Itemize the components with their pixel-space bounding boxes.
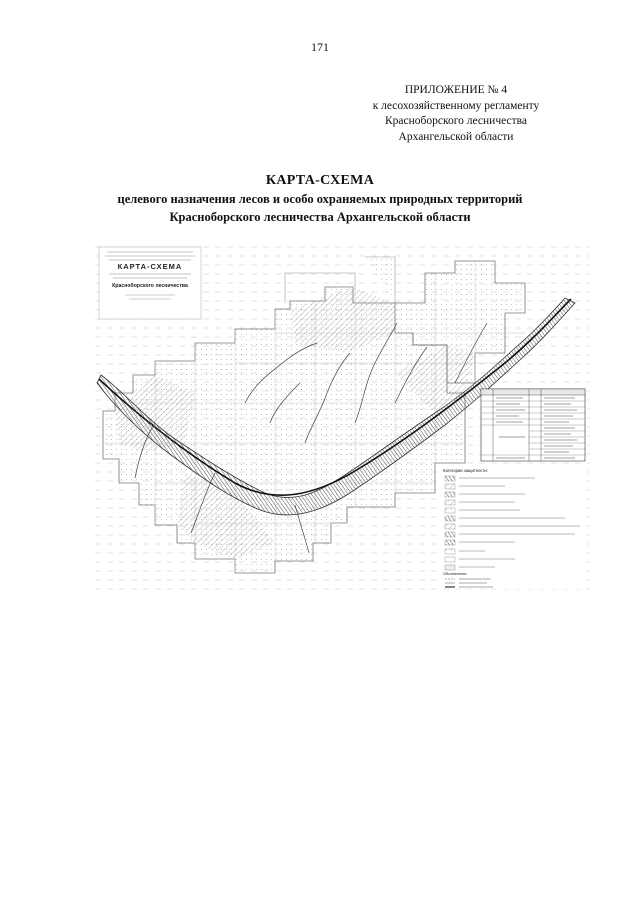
map-inset-title: КАРТА-СХЕМА [117, 262, 183, 271]
appendix-line-1: ПРИЛОЖЕНИЕ № 4 [404, 84, 508, 96]
document-title [0, 172, 640, 226]
appendix-line-4: Архангельской области [398, 130, 514, 143]
legend-designations: Обозначения [443, 572, 467, 576]
page-number: 171 [311, 40, 329, 54]
appendix-line-3: Красноборского лесничества [384, 115, 528, 127]
appendix-line-2: к лесохозяйственному регламенту [372, 99, 540, 112]
map-drawing [95, 243, 590, 591]
legend-swatches [445, 476, 455, 545]
composition-table [481, 389, 585, 461]
forestry-map-image [95, 243, 590, 591]
legend-heading: Категории защитности: [443, 468, 488, 473]
title-main: КАРТА-СХЕМА [265, 173, 375, 188]
appendix-block [336, 83, 576, 145]
map-title-card [99, 247, 201, 319]
map-inset-name: Красноборского лесничества [112, 283, 188, 289]
title-subtitle-1: целевого назначения лесов и особо охраняемых природных территорий [117, 192, 523, 206]
legend-symbols [445, 549, 455, 570]
map-legend [441, 465, 587, 589]
title-subtitle-2: Красноборского лесничества Архангельской области [169, 210, 471, 224]
